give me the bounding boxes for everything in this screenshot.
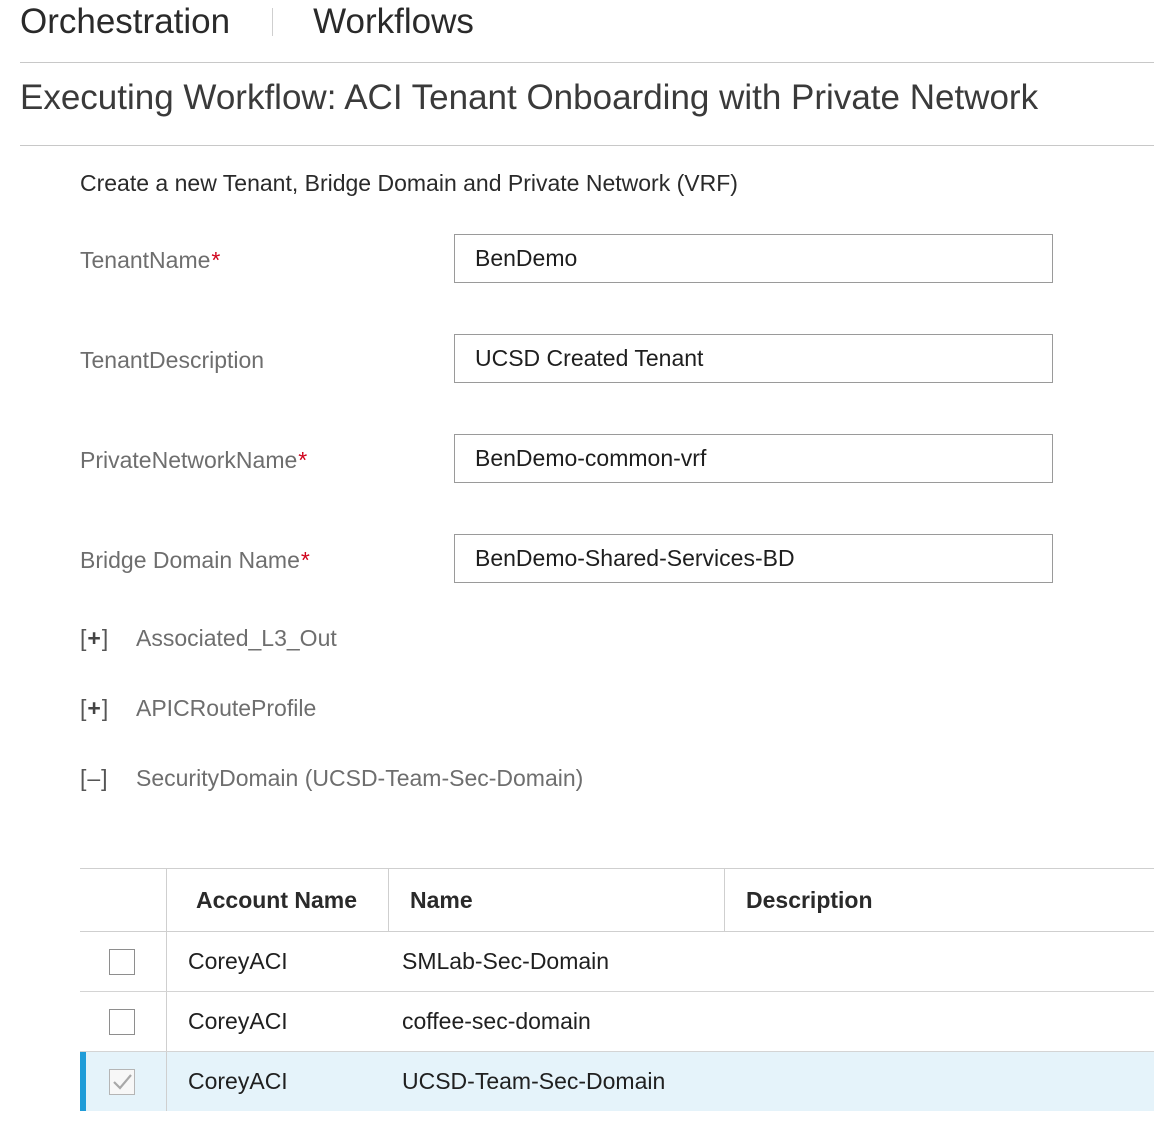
account-name-cell: CoreyACI: [188, 948, 288, 974]
column-divider: [166, 932, 167, 991]
column-header-name[interactable]: Name: [410, 886, 473, 913]
section-label: APICRouteProfile: [136, 694, 317, 721]
field-tenant-description: [80, 334, 1054, 384]
column-header-description[interactable]: Description: [746, 886, 873, 913]
collapse-icon[interactable]: [–]: [80, 764, 109, 791]
expand-icon[interactable]: [+]: [80, 694, 110, 721]
section-associated-l3-out[interactable]: [80, 621, 337, 655]
column-divider: [724, 869, 725, 931]
private-network-name-label: PrivateNetworkName*: [80, 447, 308, 473]
page-title: Executing Workflow: ACI Tenant Onboarding with Private Network: [20, 78, 1039, 117]
row-checkbox[interactable]: [109, 949, 135, 975]
title-divider: [20, 145, 1154, 146]
form-description: Create a new Tenant, Bridge Domain and Private Network (VRF): [80, 170, 738, 196]
tenant-description-input[interactable]: [454, 334, 1053, 383]
column-header-account-name[interactable]: Account Name: [196, 886, 358, 913]
tab-orchestration[interactable]: Orchestration: [20, 2, 231, 41]
section-label: Associated_L3_Out: [136, 624, 337, 651]
bridge-domain-name-label: Bridge Domain Name*: [80, 547, 310, 573]
tab-divider: [272, 8, 273, 36]
name-cell: coffee-sec-domain: [402, 1008, 591, 1034]
column-divider: [166, 1052, 167, 1111]
tenant-description-label: TenantDescription: [80, 347, 265, 373]
header-divider: [20, 62, 1154, 63]
tenant-name-input[interactable]: [454, 234, 1053, 283]
checkmark-icon: [111, 1071, 133, 1093]
column-divider: [388, 869, 389, 931]
table-row[interactable]: [80, 932, 1154, 992]
account-name-cell: CoreyACI: [188, 1008, 288, 1034]
tenant-name-label: TenantName*: [80, 247, 221, 273]
section-security-domain[interactable]: [80, 761, 583, 795]
column-divider: [166, 992, 167, 1051]
row-checkbox[interactable]: [109, 1009, 135, 1035]
required-mark: *: [211, 247, 221, 273]
security-domain-table: [80, 868, 1154, 1111]
bridge-domain-name-input[interactable]: [454, 534, 1053, 583]
private-network-name-input[interactable]: [454, 434, 1053, 483]
field-tenant-name: [80, 234, 1054, 284]
required-mark: *: [298, 447, 308, 473]
table-row[interactable]: [80, 992, 1154, 1052]
section-apic-route-profile[interactable]: [80, 691, 316, 725]
field-private-network-name: [80, 434, 1054, 484]
row-checkbox-checked[interactable]: [109, 1069, 135, 1095]
column-divider: [166, 869, 167, 931]
name-cell: UCSD-Team-Sec-Domain: [402, 1068, 666, 1094]
name-cell: SMLab-Sec-Domain: [402, 948, 610, 974]
expand-icon[interactable]: [+]: [80, 624, 110, 651]
table-header: [80, 868, 1154, 932]
field-bridge-domain-name: [80, 534, 1054, 584]
tab-workflows[interactable]: Workflows: [313, 2, 474, 41]
required-mark: *: [300, 547, 310, 573]
account-name-cell: CoreyACI: [188, 1068, 288, 1094]
table-row-selected[interactable]: [80, 1052, 1154, 1111]
section-label: SecurityDomain (UCSD-Team-Sec-Domain): [136, 764, 584, 791]
header-tabs: [20, 0, 474, 44]
